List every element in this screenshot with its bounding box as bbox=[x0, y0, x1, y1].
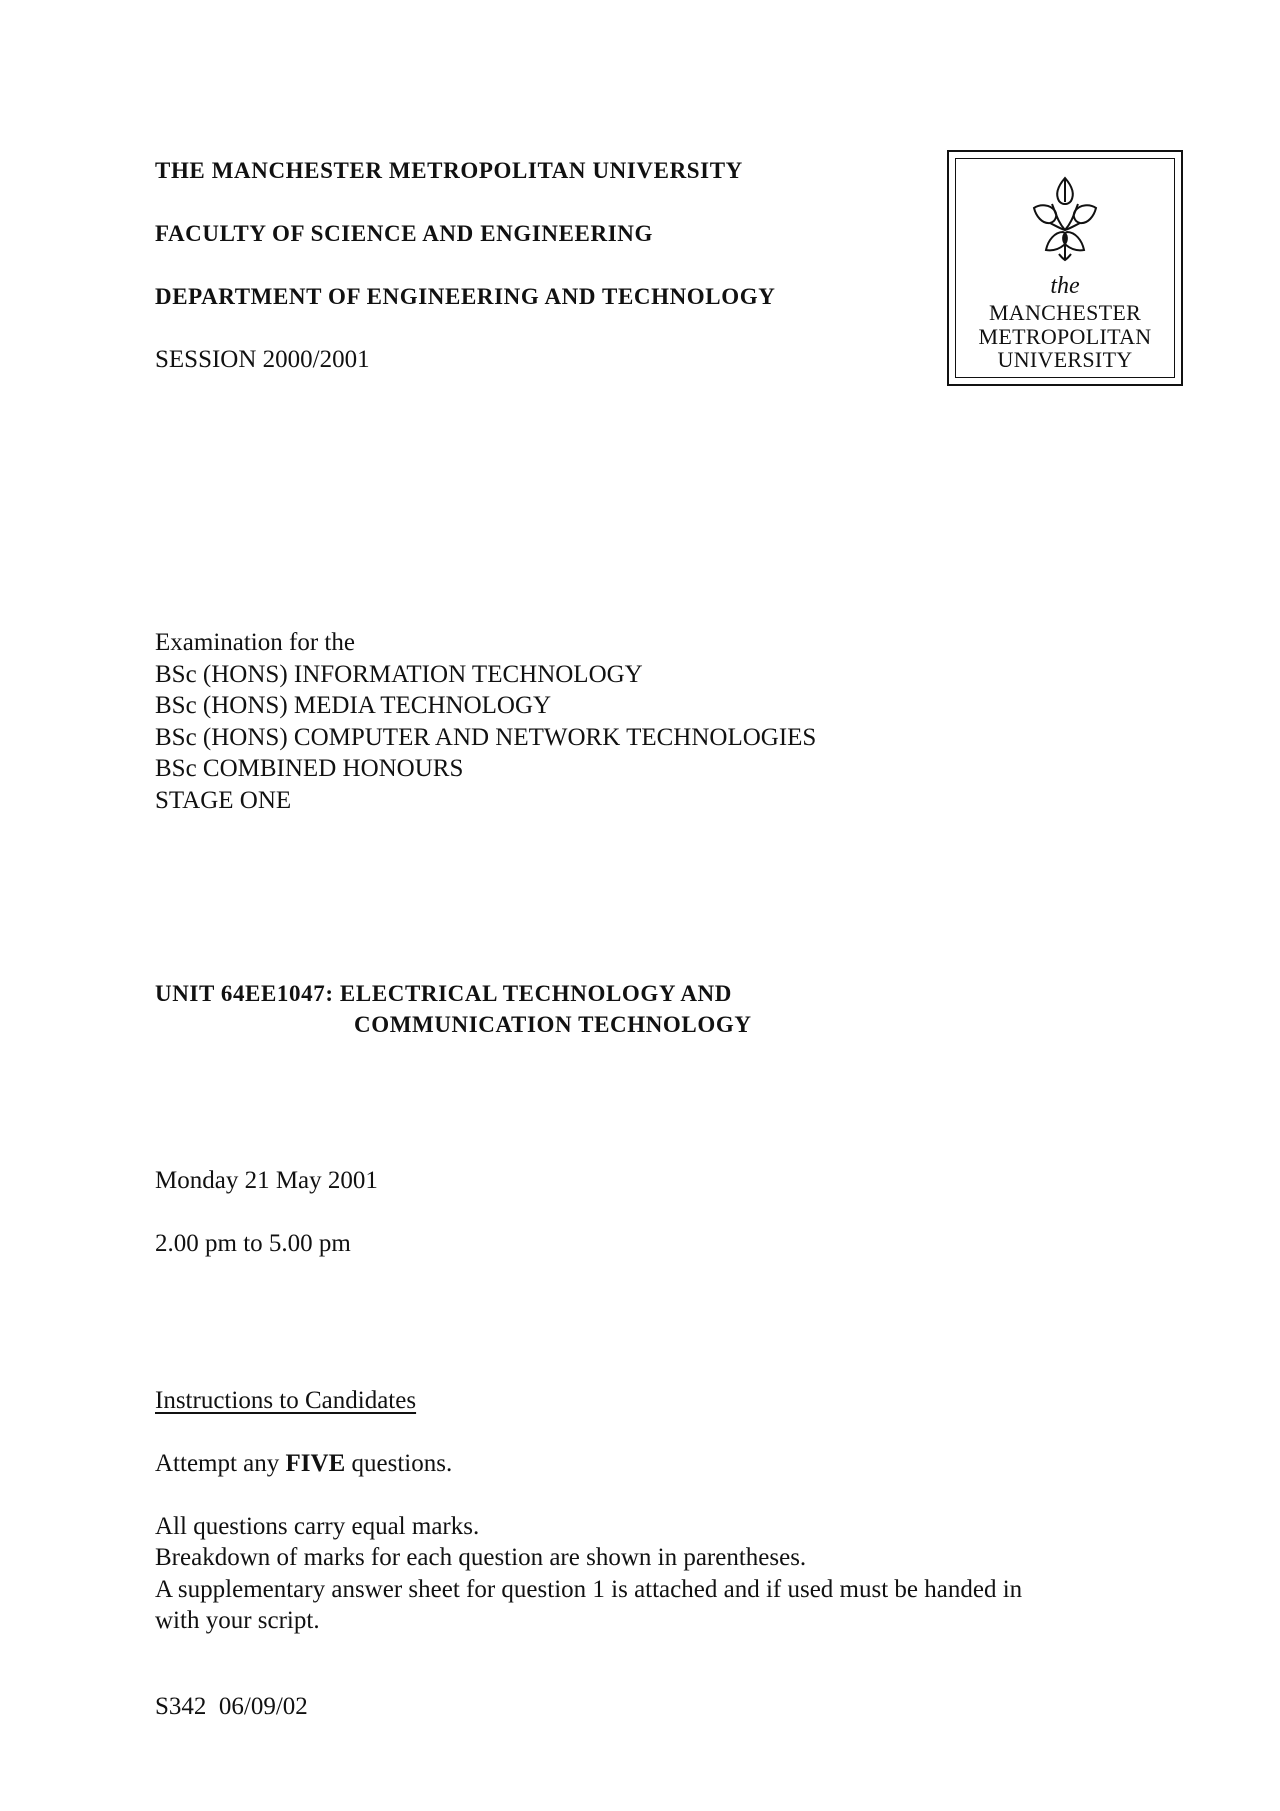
instruction-line: A supplementary answer sheet for question 1 is attached and if used must be handed in bbox=[155, 1576, 1023, 1603]
unit-title-line1: UNIT 64EE1047: ELECTRICAL TECHNOLOGY AND bbox=[155, 981, 732, 1006]
programme-item: BSc COMBINED HONOURS bbox=[155, 755, 464, 782]
university-heading: THE MANCHESTER METROPOLITAN UNIVERSITY bbox=[155, 158, 743, 183]
instructions-heading: Instructions to Candidates bbox=[155, 1387, 417, 1414]
university-logo bbox=[947, 150, 1183, 386]
session-label: SESSION 2000/2001 bbox=[155, 346, 370, 373]
instruction-line: All questions carry equal marks. bbox=[155, 1513, 480, 1540]
logo-line-manchester: MANCHESTER bbox=[988, 300, 1142, 325]
logo-line-metropolitan: METROPOLITAN bbox=[978, 324, 1152, 349]
logo-the-text: the bbox=[1050, 273, 1080, 299]
unit-title-line2: COMMUNICATION TECHNOLOGY bbox=[354, 1012, 752, 1037]
exam-time: 2.00 pm to 5.00 pm bbox=[155, 1230, 351, 1257]
instruction-line: with your script. bbox=[155, 1607, 320, 1634]
programme-item: BSc (HONS) COMPUTER AND NETWORK TECHNOLOGIES bbox=[155, 724, 817, 751]
instruction-line: Breakdown of marks for each question are shown in parentheses. bbox=[155, 1544, 807, 1571]
exam-intro: Examination for the bbox=[155, 629, 355, 656]
attempt-prefix: Attempt any bbox=[155, 1450, 286, 1477]
exam-date: Monday 21 May 2001 bbox=[155, 1167, 378, 1194]
stage-label: STAGE ONE bbox=[155, 787, 292, 814]
attempt-instruction bbox=[155, 1450, 452, 1478]
programme-item: BSc (HONS) MEDIA TECHNOLOGY bbox=[155, 692, 552, 719]
faculty-heading: FACULTY OF SCIENCE AND ENGINEERING bbox=[155, 221, 653, 246]
attempt-count: FIVE bbox=[285, 1450, 346, 1477]
logo-line-university: UNIVERSITY bbox=[997, 347, 1133, 372]
attempt-suffix: questions. bbox=[345, 1450, 453, 1477]
programme-item: BSc (HONS) INFORMATION TECHNOLOGY bbox=[155, 661, 643, 688]
rose-emblem-icon bbox=[1028, 174, 1102, 264]
document-code: S342 06/09/02 bbox=[155, 1693, 308, 1720]
department-heading: DEPARTMENT OF ENGINEERING AND TECHNOLOGY bbox=[155, 284, 776, 309]
